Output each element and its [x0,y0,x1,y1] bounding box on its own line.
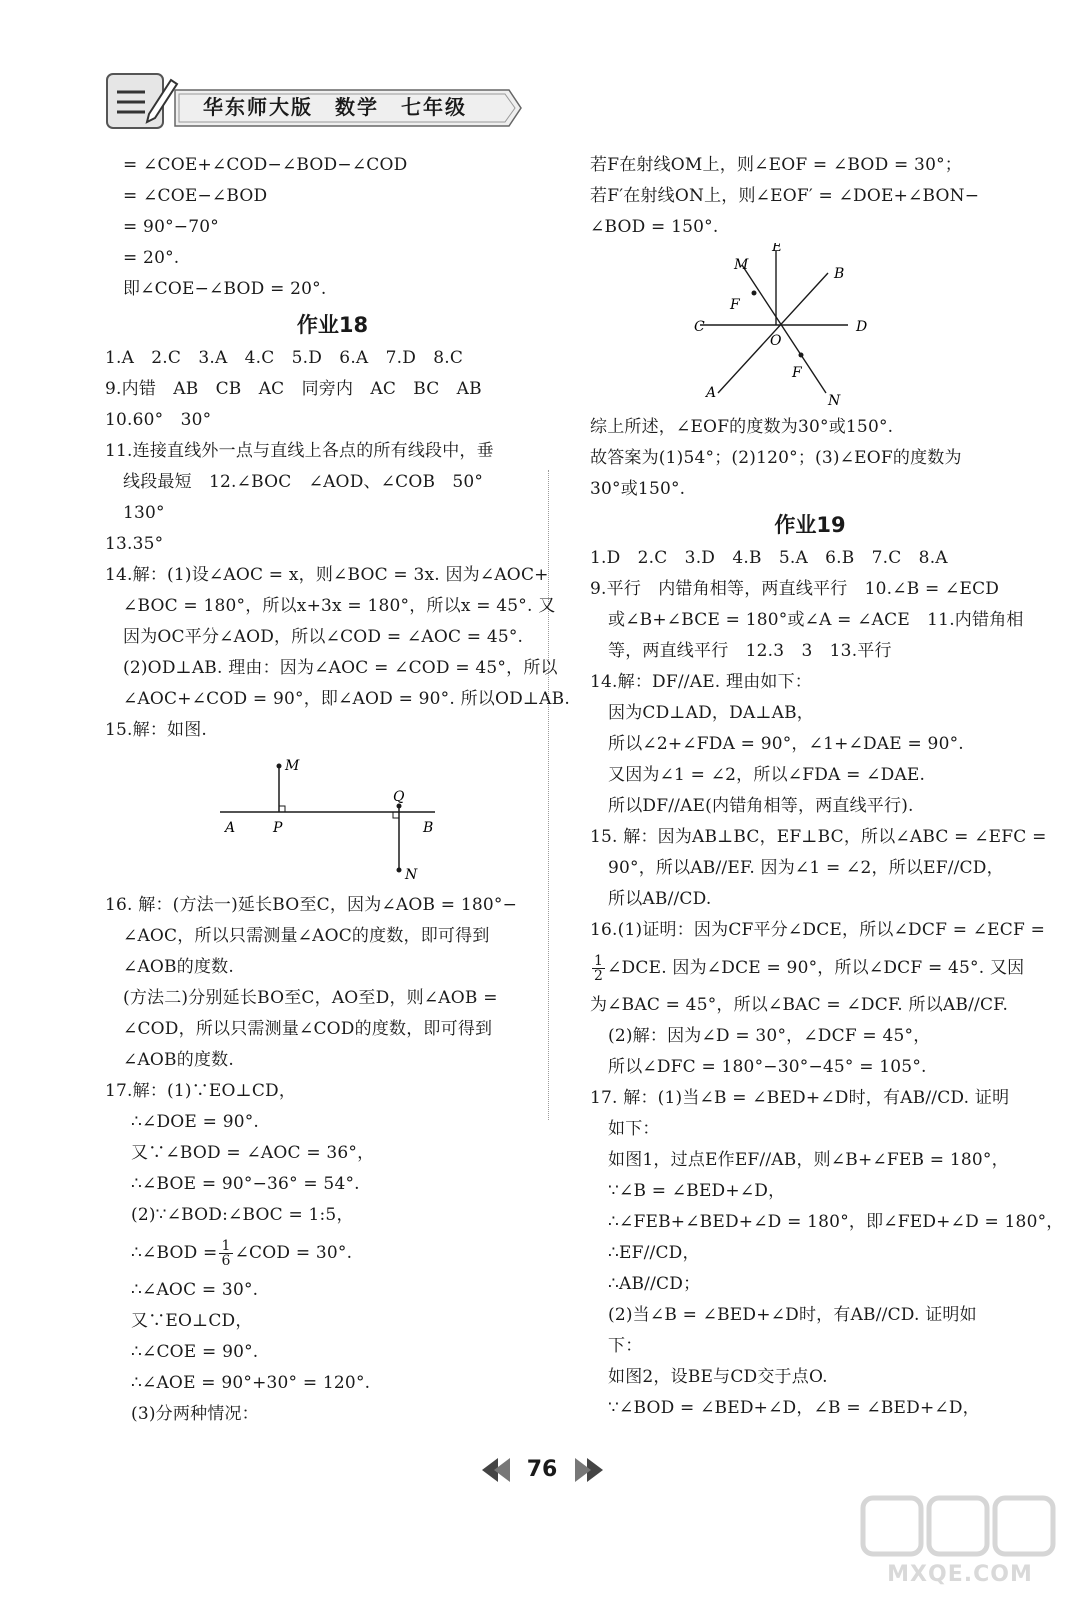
text-line: 30°或150°. [590,479,686,499]
text-line: = ∠COE−∠BOD [123,186,268,206]
text-line: 若F在射线OM上，则∠EOF = ∠BOD = 30°； [590,155,962,175]
text-line-with-fraction: ∴∠BOD = $\frac{1}{6}$ ∠COD = 30°. [131,1238,353,1269]
text-line: 14.解：DF//AE. 理由如下： [590,672,813,692]
fig15-label-p: P [273,820,283,836]
text-line: = ∠COE+∠COD−∠BOD−∠COD [123,155,408,175]
fig-label-b: B [834,266,845,282]
text-line: 所以∠2+∠FDA = 90°，∠1+∠DAE = 90°. [608,734,964,754]
text-line: 线段最短 12.∠BOC ∠AOD、∠COB 50° [123,472,484,492]
text-line: (3)分两种情况： [131,1404,259,1424]
watermark-text: MXQE.COM [887,1562,1033,1587]
text-line: ∠AOB的度数. [123,957,234,977]
text-line: (方法二)分别延长BO至C，AO至D，则∠AOB = [123,988,498,1008]
text-line: ∴∠FEB+∠BED+∠D = 180°，即∠FED+∠D = 180°， [608,1212,1064,1232]
text-line: ∠BOD = 150°. [590,217,719,237]
text-line: 为∠BAC = 45°，所以∠BAC = ∠DCF. 所以AB//CF. [590,995,1009,1015]
text-line: 15.解：如图. [105,720,208,740]
text-line: 所以∠DFC = 180°−30°−45° = 105°. [608,1057,927,1077]
fig-label-e: E [772,243,783,255]
figure-intersecting-lines [590,243,1030,408]
text-line: (2)OD⊥AB. 理由：因为∠AOC = ∠COD = 45°，所以 [123,658,558,678]
right-column [590,150,1064,1424]
fig-label-c: C [694,319,705,335]
text-line: ∠AOC，所以只需测量∠AOC的度数，即可得到 [123,926,490,946]
text-line: (2)∵∠BOD:∠BOC = 1:5， [131,1205,354,1225]
homework-18-title: 作业18 [296,313,369,337]
fig15-label-n: N [405,867,418,883]
text-line: 90°，所以AB//EF. 因为∠1 = ∠2，所以EF//CD， [608,858,1004,878]
text-line-with-fraction: $\frac{1}{2}$ ∠DCE. 因为∠DCE = 90°，所以∠DCF = 45°. 又因 [594,953,1025,984]
fig-label-f: F [730,297,740,313]
text-line: 又∵∠BOD = ∠AOC = 36°， [131,1143,375,1163]
text-line: 16.(1)证明：因为CF平分∠DCE，所以∠DCF = ∠ECF = [590,920,1046,940]
text-line: ∴AB//CD； [608,1274,701,1294]
text-line: 如图2，设BE与CD交于点O. [608,1367,828,1387]
text-line: 所以AB//CD. [608,889,712,909]
text-line: ∠AOC+∠COD = 90°，即∠AOD = 90°. 所以OD⊥AB. [123,689,570,709]
text-line: 如下： [608,1119,660,1139]
fig15-label-a: A [225,820,236,836]
text-line: (2)当∠B = ∠BED+∠D时，有AB//CD. 证明如 [608,1305,977,1325]
text-line: 故答案为(1)54°；(2)120°；(3)∠EOF的度数为 [590,448,962,468]
fig-label-a: A [706,385,717,401]
fig15-label-q: Q [393,789,405,805]
fraction-one-half: $\frac{1}{2}$ [594,953,604,984]
fig15-label-m: M [285,758,300,774]
text-line: ∠BOC = 180°，所以x+3x = 180°，所以x = 45°. 又 [123,596,556,616]
page-number: 76 [526,1457,558,1482]
text-line: 因为CD⊥AD，DA⊥AB， [608,703,814,723]
text-line: ∴EF//CD， [608,1243,700,1263]
text-line: ∴∠AOC = 30°. [131,1280,259,1300]
text-line: ∴∠COE = 90°. [131,1342,259,1362]
homework-19-title: 作业19 [774,513,846,537]
text-line: ∴∠BOE = 90°−36° = 54°. [131,1174,360,1194]
text-line: ∠AOB的度数. [123,1050,234,1070]
text-line: 1.D 2.C 3.D 4.B 5.A 6.B 7.C 8.A [590,548,948,568]
figure-15-perpendiculars [105,746,560,886]
text-line: 又∵EO⊥CD， [131,1311,253,1331]
fig15-label-b: B [423,820,434,836]
text-line: 等，两直线平行 12.3 3 13.平行 [608,641,892,661]
text-line: 10.60° 30° [105,410,212,430]
text-line: = 90°−70° [123,217,219,237]
text-line: 16. 解：(方法一)延长BO至C，因为∠AOB = 180°− [105,895,518,915]
text-line: 如图1，过点E作EF//AB，则∠B+∠FEB = 180°， [608,1150,1009,1170]
text-line: 130° [123,503,165,523]
text-line: 17. 解：(1)当∠B = ∠BED+∠D时，有AB//CD. 证明 [590,1088,1010,1108]
text-line: ∠COD，所以只需测量∠COD的度数，即可得到 [123,1019,493,1039]
text-line: 若F′在射线ON上，则∠EOF′ = ∠DOE+∠BON− [590,186,980,206]
text-line: (2)解：因为∠D = 30°，∠DCF = 45°， [608,1026,931,1046]
text-line: ∵∠B = ∠BED+∠D， [608,1181,786,1201]
text-line: 17.解：(1)∵EO⊥CD， [105,1081,297,1101]
text-line: ∴∠AOE = 90°+30° = 120°. [131,1373,371,1393]
fraction-one-sixth: $\frac{1}{6}$ [221,1238,231,1269]
text-line: 或∠B+∠BCE = 180°或∠A = ∠ACE 11.内错角相 [608,610,1024,630]
fig-label-f-prime: F [792,365,802,381]
text-line: 综上所述，∠EOF的度数为30°或150°. [590,417,894,437]
text-line: 11.连接直线外一点与直线上各点的所有线段中，垂 [105,441,494,461]
text-line: ∴∠DOE = 90°. [131,1112,260,1132]
text-line: 9.内错 AB CB AC 同旁内 AC BC AB [105,379,482,399]
text-line: 因为OC平分∠AOD，所以∠COD = ∠AOC = 45°. [123,627,524,647]
text-line: 13.35° [105,534,164,554]
text-line: 15. 解：因为AB⊥BC，EF⊥BC，所以∠ABC = ∠EFC = [590,827,1047,847]
text-line: ∵∠BOD = ∠BED+∠D，∠B = ∠BED+∠D， [608,1398,980,1418]
header-title: 华东师大版 数学 七年级 [203,95,467,119]
text-line: 即∠COE−∠BOD = 20°. [123,279,327,299]
text-line: 1.A 2.C 3.A 4.C 5.D 6.A 7.D 8.C [105,348,464,368]
fig-label-n: N [828,393,841,408]
text-line: = 20°. [123,248,180,268]
fig-label-d: D [856,319,868,335]
text-line: 9.平行 内错角相等，两直线平行 10.∠B = ∠ECD [590,579,1000,599]
text-line: 所以DF//AE(内错角相等，两直线平行). [608,796,914,816]
left-column [105,150,570,1430]
fig-label-o: O [770,333,782,349]
text-line: 14.解：(1)设∠AOC = x，则∠BOC = 3x. 因为∠AOC+ [105,565,549,585]
fig-label-m: M [734,257,749,273]
text-line: 下： [608,1336,643,1356]
text-line: 又因为∠1 = ∠2，所以∠FDA = ∠DAE. [608,765,926,785]
